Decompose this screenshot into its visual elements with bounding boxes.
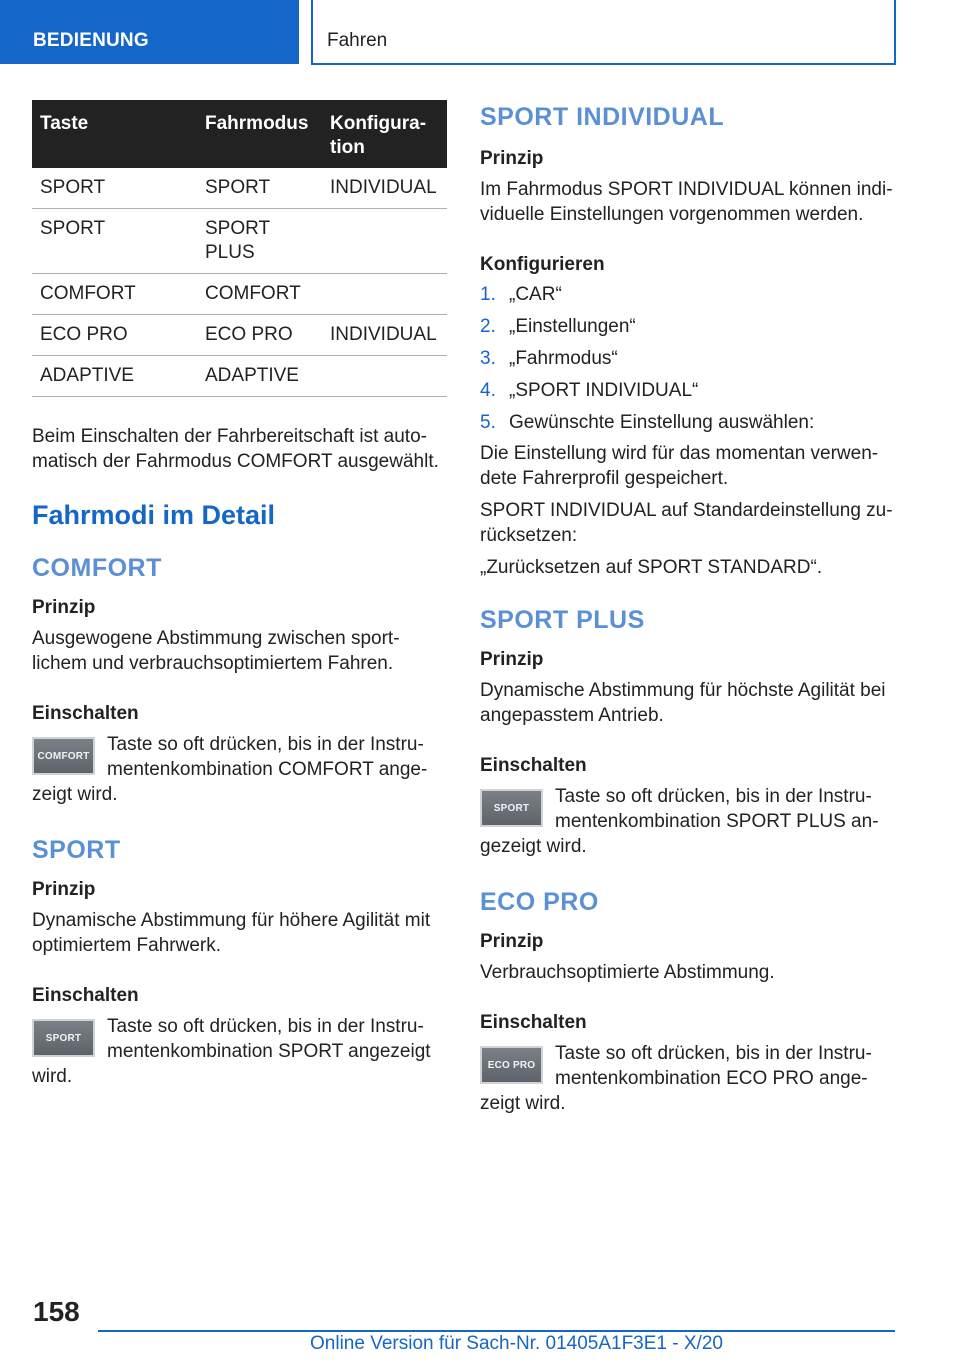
comfort-button-icon bbox=[32, 737, 95, 775]
heading-sport-plus: SPORT PLUS bbox=[480, 606, 645, 634]
intro-paragraph: Beim Einschalten der Fahrbereitschaft ist auto-matisch der Fahrmodus COMFORT ausgewählt. bbox=[32, 426, 439, 472]
table-cell bbox=[322, 356, 447, 397]
eco-pro-principle-text: Verbrauchsoptimierte Abstimmung. bbox=[480, 962, 775, 983]
sport-switch-text: Taste so oft drücken, bis in der Instru-mentenkombination SPORT angezeigt wird. bbox=[32, 1016, 431, 1087]
label-switch-on: Einschalten bbox=[480, 1012, 587, 1033]
table-cell: SPORT bbox=[197, 168, 322, 209]
table-header-row bbox=[32, 100, 447, 168]
list-item: 5. Gewünschte Einstellung auswählen: bbox=[480, 412, 815, 433]
table-header-cell: Konfigura- tion bbox=[322, 100, 447, 168]
header-chapter-title: Fahren bbox=[327, 30, 388, 51]
sport-plus-switch-text: Taste so oft drücken, bis in der Instru-mentenkombination SPORT PLUS an-gezeigt wird. bbox=[480, 786, 879, 857]
table-cell: COMFORT bbox=[197, 274, 322, 315]
table-cell bbox=[322, 209, 447, 274]
table-cell: ECO PRO bbox=[32, 315, 197, 356]
table-row bbox=[32, 274, 447, 315]
table-cell: SPORT PLUS bbox=[197, 209, 322, 274]
heading-comfort: COMFORT bbox=[32, 554, 162, 582]
table-header-cell: Taste bbox=[32, 100, 197, 168]
label-principle: Prinzip bbox=[480, 931, 544, 952]
sport-individual-note-reset-item: „Zurücksetzen auf SPORT STANDARD“. bbox=[480, 557, 823, 578]
footer-online-version: Online Version für Sach-Nr. 01405A1F3E1 - X/20 bbox=[310, 1333, 723, 1354]
heading-sport-individual: SPORT INDIVIDUAL bbox=[480, 103, 725, 131]
table-cell: ECO PRO bbox=[197, 315, 322, 356]
table-cell: SPORT bbox=[32, 209, 197, 274]
list-item: 4. „SPORT INDIVIDUAL“ bbox=[480, 380, 699, 401]
sport-individual-principle-text: Im Fahrmodus SPORT INDIVIDUAL können indi-viduelle Einstellungen vorgenommen werden. bbox=[480, 179, 893, 225]
table-header-cell: Fahrmodus bbox=[197, 100, 322, 168]
label-switch-on: Einschalten bbox=[32, 985, 139, 1006]
configure-steps-list bbox=[480, 279, 896, 439]
header-section-tab bbox=[0, 0, 299, 64]
sport-principle-text: Dynamische Abstimmung für höhere Agilität mit optimiertem Fahrwerk. bbox=[32, 910, 431, 956]
list-item: 3. „Fahrmodus“ bbox=[480, 348, 618, 369]
table-cell bbox=[322, 274, 447, 315]
eco-pro-switch-block bbox=[480, 1041, 896, 1116]
table-cell: ADAPTIVE bbox=[32, 356, 197, 397]
button-icon-label: ECO PRO bbox=[487, 1059, 536, 1071]
eco-pro-switch-text: Taste so oft drücken, bis in der Instru-mentenkombination ECO PRO ange-zeigt wird. bbox=[480, 1043, 872, 1114]
sport-individual-note-save: Die Einstellung wird für das momentan verwen-dete Fahrerprofil gespeichert. bbox=[480, 443, 879, 489]
button-icon-label: SPORT bbox=[45, 1032, 82, 1044]
footer-divider bbox=[98, 1330, 895, 1332]
left-column bbox=[32, 100, 447, 1089]
sport-plus-principle-text: Dynamische Abstimmung für höchste Agilität bei angepasstem Antrieb. bbox=[480, 680, 886, 726]
section-heading-detail: Fahrmodi im Detail bbox=[32, 500, 276, 530]
header-section-title: BEDIENUNG bbox=[33, 30, 149, 51]
label-principle: Prinzip bbox=[32, 597, 96, 618]
table-cell: INDIVIDUAL bbox=[322, 168, 447, 209]
table-cell: SPORT bbox=[32, 168, 197, 209]
sport-button-icon bbox=[480, 789, 543, 827]
table-row bbox=[32, 209, 447, 274]
table-row bbox=[32, 168, 447, 209]
sport-switch-block bbox=[32, 1014, 447, 1089]
comfort-principle-text: Ausgewogene Abstimmung zwischen sport-lichem und verbrauchsoptimiertem Fahren. bbox=[32, 628, 400, 674]
button-icon-label: COMFORT bbox=[37, 750, 90, 762]
table-cell: COMFORT bbox=[32, 274, 197, 315]
label-principle: Prinzip bbox=[480, 148, 544, 169]
drive-mode-table bbox=[32, 100, 447, 397]
comfort-switch-text: Taste so oft drücken, bis in der Instru-mentenkombination COMFORT ange-zeigt wird. bbox=[32, 734, 428, 805]
table-cell: ADAPTIVE bbox=[197, 356, 322, 397]
table-row bbox=[32, 315, 447, 356]
list-item: 2. „Einstellungen“ bbox=[480, 316, 636, 337]
table-row bbox=[32, 356, 447, 397]
sport-plus-switch-block bbox=[480, 784, 896, 859]
table-cell: INDIVIDUAL bbox=[322, 315, 447, 356]
sport-individual-note-reset: SPORT INDIVIDUAL auf Standardeinstellung zu-rücksetzen: bbox=[480, 500, 893, 546]
right-column bbox=[480, 100, 896, 1116]
sport-button-icon bbox=[32, 1019, 95, 1057]
label-principle: Prinzip bbox=[480, 649, 544, 670]
page-number: 158 bbox=[33, 1296, 80, 1327]
heading-eco-pro: ECO PRO bbox=[480, 888, 599, 916]
list-item: 1. „CAR“ bbox=[480, 284, 562, 305]
comfort-switch-block bbox=[32, 732, 447, 807]
label-switch-on: Einschalten bbox=[480, 755, 587, 776]
button-icon-label: SPORT bbox=[493, 802, 530, 814]
label-switch-on: Einschalten bbox=[32, 703, 139, 724]
heading-sport: SPORT bbox=[32, 836, 121, 864]
label-configure: Konfigurieren bbox=[480, 254, 605, 275]
eco-pro-button-icon bbox=[480, 1046, 543, 1084]
label-principle: Prinzip bbox=[32, 879, 96, 900]
header-chapter-tab bbox=[311, 0, 896, 65]
